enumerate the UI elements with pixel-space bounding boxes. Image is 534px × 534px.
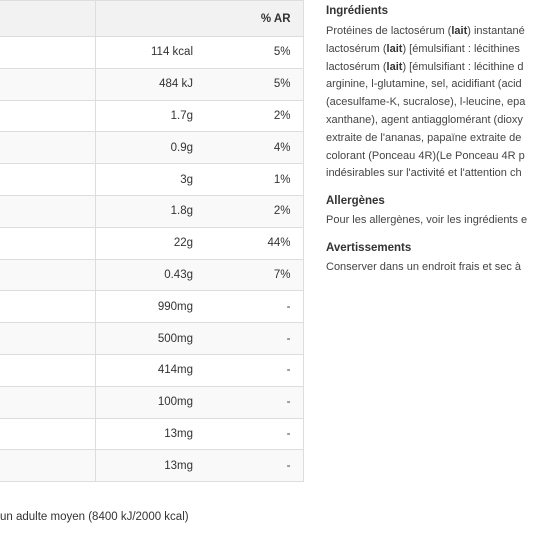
ingredients-line-text: indésirables sur l'activité et l'attention ch bbox=[326, 167, 522, 180]
nutrient-reference-intake: - bbox=[205, 418, 303, 450]
nutrient-name-cell bbox=[0, 100, 95, 132]
header-reference-intake: % AR bbox=[205, 1, 303, 37]
nutrient-value: 13mg bbox=[95, 450, 205, 482]
ingredients-line bbox=[326, 59, 534, 77]
table-row bbox=[0, 195, 303, 227]
ingredients-line bbox=[326, 94, 534, 112]
ingredients-line bbox=[326, 41, 534, 59]
nutrient-value: 22g bbox=[95, 227, 205, 259]
header-row bbox=[0, 1, 303, 37]
nutrient-value: 1.8g bbox=[95, 195, 205, 227]
nutrient-name-cell bbox=[0, 68, 95, 100]
ingredients-line bbox=[326, 23, 534, 41]
table-row bbox=[0, 323, 303, 355]
nutrient-name-cell bbox=[0, 450, 95, 482]
nutrient-name-cell bbox=[0, 227, 95, 259]
ingredients-line-text: ) [émulsifiant : lécithines bbox=[402, 42, 520, 55]
reference-intake-footnote: un adulte moyen (8400 kJ/2000 kcal) bbox=[0, 511, 189, 523]
nutrient-reference-intake: - bbox=[205, 354, 303, 386]
allergens-heading: Allergènes bbox=[326, 195, 385, 208]
nutrition-table-header bbox=[0, 1, 303, 37]
nutrient-value: 13mg bbox=[95, 418, 205, 450]
header-value bbox=[95, 1, 205, 37]
nutrient-name-cell bbox=[0, 386, 95, 418]
nutrient-name-cell bbox=[0, 195, 95, 227]
nutrient-value: 500mg bbox=[95, 323, 205, 355]
ingredients-line bbox=[326, 165, 534, 183]
nutrient-name-cell bbox=[0, 132, 95, 164]
ingredients-line-text: (acesulfame-K, sucralose), l-leucine, epa bbox=[326, 96, 526, 109]
table-row bbox=[0, 227, 303, 259]
table-row bbox=[0, 37, 303, 69]
ingredients-line-text: lactosérum ( bbox=[326, 60, 387, 73]
ingredients-line-text: arginine, l-glutamine, sel, acidifiant (acid bbox=[326, 78, 522, 91]
table-row bbox=[0, 164, 303, 196]
nutrient-name-cell bbox=[0, 291, 95, 323]
warnings-heading: Avertissements bbox=[326, 241, 412, 254]
nutrient-reference-intake: 7% bbox=[205, 259, 303, 291]
nutrient-value: 100mg bbox=[95, 386, 205, 418]
table-row bbox=[0, 100, 303, 132]
nutrient-reference-intake: - bbox=[205, 291, 303, 323]
table-row bbox=[0, 418, 303, 450]
nutrient-reference-intake: 5% bbox=[205, 37, 303, 69]
allergens-text: Pour les allergènes, voir les ingrédients e bbox=[326, 214, 528, 227]
ingredients-line-text: extraite de l'ananas, papaïne extraite de bbox=[326, 131, 522, 144]
nutrient-reference-intake: 2% bbox=[205, 195, 303, 227]
table-row bbox=[0, 259, 303, 291]
nutrient-reference-intake: 44% bbox=[205, 227, 303, 259]
ingredients-line bbox=[326, 148, 534, 166]
ingredients-heading: Ingrédients bbox=[326, 5, 388, 17]
nutrient-name-cell bbox=[0, 164, 95, 196]
table-row bbox=[0, 450, 303, 482]
ingredients-text bbox=[326, 23, 534, 183]
ingredients-line bbox=[326, 76, 534, 94]
nutrient-reference-intake: - bbox=[205, 323, 303, 355]
allergen-highlight: lait bbox=[386, 60, 403, 73]
table-row bbox=[0, 68, 303, 100]
nutrient-reference-intake: 2% bbox=[205, 100, 303, 132]
ingredients-line bbox=[326, 112, 534, 130]
ingredients-line-text: ) instantané bbox=[467, 25, 525, 37]
table-row bbox=[0, 354, 303, 386]
nutrient-value: 3g bbox=[95, 164, 205, 196]
ingredients-line-text: colorant (Ponceau 4R)(Le Ponceau 4R p bbox=[326, 149, 525, 162]
nutrient-value: 990mg bbox=[95, 291, 205, 323]
nutrient-value: 484 kJ bbox=[95, 68, 205, 100]
nutrient-reference-intake: 1% bbox=[205, 164, 303, 196]
header-nutrient bbox=[0, 1, 95, 37]
product-info-column bbox=[326, 4, 534, 277]
allergen-highlight: lait bbox=[386, 42, 403, 55]
nutrient-name-cell bbox=[0, 418, 95, 450]
nutrient-name-cell bbox=[0, 37, 95, 69]
nutrient-value: 1.7g bbox=[95, 100, 205, 132]
table-row bbox=[0, 291, 303, 323]
nutrient-reference-intake: 5% bbox=[205, 68, 303, 100]
ingredients-line-text: lactosérum ( bbox=[326, 42, 387, 55]
nutrient-reference-intake: 4% bbox=[205, 132, 303, 164]
nutrient-name-cell bbox=[0, 259, 95, 291]
table-row bbox=[0, 386, 303, 418]
nutrient-value: 0.43g bbox=[95, 259, 205, 291]
ingredients-line-text: ) [émulsifiant : lécithine d bbox=[402, 60, 524, 73]
nutrient-name-cell bbox=[0, 323, 95, 355]
nutrient-value: 114 kcal bbox=[95, 37, 205, 69]
nutrient-value: 0.9g bbox=[95, 132, 205, 164]
nutrient-reference-intake: - bbox=[205, 450, 303, 482]
nutrition-table-body bbox=[0, 37, 303, 482]
nutrient-name-cell bbox=[0, 354, 95, 386]
warnings-text: Conserver dans un endroit frais et sec à bbox=[326, 260, 522, 273]
nutrient-value: 414mg bbox=[95, 354, 205, 386]
allergen-highlight: lait bbox=[451, 25, 468, 37]
ingredients-line-text: Protéines de lactosérum ( bbox=[326, 25, 452, 37]
ingredients-line bbox=[326, 130, 534, 148]
table-row bbox=[0, 132, 303, 164]
ingredients-line-text: xanthane), agent antiagglomérant (dioxy bbox=[326, 113, 523, 126]
nutrient-reference-intake: - bbox=[205, 386, 303, 418]
